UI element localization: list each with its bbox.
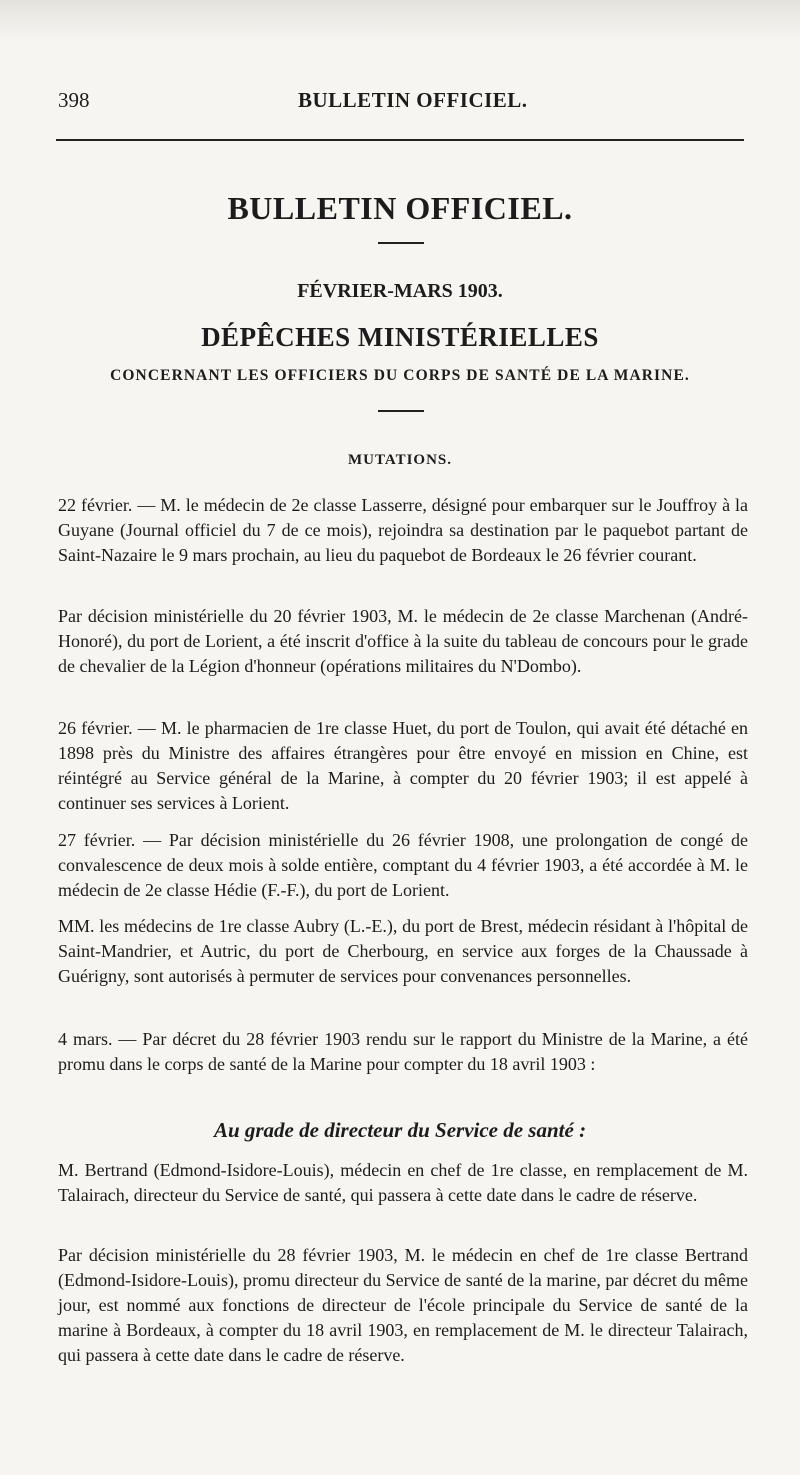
paragraph-8: Par décision ministérielle du 28 février 1903, M. le médecin en chef de 1re classe Bertrand (Edmond-Isidore-Louis), promu directeur du Service de santé de la marine, par décret du même jour, est nommé aux fonctions de directeur de l'école principale du Service de santé de la marine à Bordeaux, à compter du 18 avril 1903, en remplacement de M. le directeur Talairach, qui passera à cette date dans le cadre de réserve. <box>58 1245 748 1365</box>
issue-date: FÉVRIER-MARS 1903. <box>297 280 503 302</box>
running-title: BULLETIN OFFICIEL. <box>298 88 528 112</box>
section-heading: DÉPÊCHES MINISTÉRIELLES <box>201 322 599 352</box>
paragraph-4: 27 février. — Par décision ministérielle du 26 février 1908, une prolongation de congé de convalescence de deux mois à solde entière, comptant du 4 février 1903, a été accordée à M. le médecin de 2e classe Hédie (F.-F.), du port de Lorient. <box>58 830 748 900</box>
scan-edge <box>0 0 800 40</box>
paragraph-3: 26 février. — M. le pharmacien de 1re classe Huet, du port de Toulon, qui avait été détaché en 1898 près du Ministre des affaires étrangères pour être envoyé en mission en Chine, est réintégré au Service général de la Marine, à compter du 20 février 1903; il est appelé à continuer ses services à Lorient. <box>58 718 748 813</box>
document-title: BULLETIN OFFICIEL. <box>227 190 573 226</box>
page-number: 398 <box>58 88 90 112</box>
paragraph-7: M. Bertrand (Edmond-Isidore-Louis), médecin en chef de 1re classe, en remplacement de M. Talairach, directeur du Service de santé, qui passera à cette date dans le cadre de réserve. <box>58 1160 748 1205</box>
paragraph-2: Par décision ministérielle du 20 février 1903, M. le médecin de 2e classe Marchenan (André-Honoré), du port de Lorient, a été inscrit d'office à la suite du tableau de concours pour le grade de chevalier de la Légion d'honneur (opérations militaires du N'Dombo). <box>58 606 748 676</box>
header-rule <box>56 139 744 141</box>
running-head <box>58 88 742 114</box>
title-rule <box>378 242 424 244</box>
mutations-heading: MUTATIONS. <box>347 452 453 468</box>
paragraph-5: MM. les médecins de 1re classe Aubry (L.-E.), du port de Brest, médecin résidant à l'hôpital de Saint-Mandrier, et Autric, du port de Cherbourg, en service aux forges de la Chaussade à Guérigny, sont autorisés à permuter de services pour convenances personnelles. <box>58 916 748 986</box>
paragraph-6: 4 mars. — Par décret du 28 février 1903 rendu sur le rapport du Ministre de la Marine, a été promu dans le corps de santé de la Marine pour compter du 18 avril 1903 : <box>58 1029 748 1074</box>
paragraph-1: 22 février. — M. le médecin de 2e classe Lasserre, désigné pour embarquer sur le Jouffroy à la Guyane (Journal officiel du 7 de ce mois), rejoindra sa destination par le paquebot partant de Saint-Nazaire le 9 mars prochain, au lieu du paquebot de Bordeaux le 26 février courant. <box>58 495 748 565</box>
section-subheading: CONCERNANT LES OFFICIERS DU CORPS DE SANTÉ DE LA MARINE. <box>110 367 690 384</box>
heading-rule <box>378 410 424 412</box>
grade-heading: Au grade de directeur du Service de santé : <box>213 1118 587 1142</box>
